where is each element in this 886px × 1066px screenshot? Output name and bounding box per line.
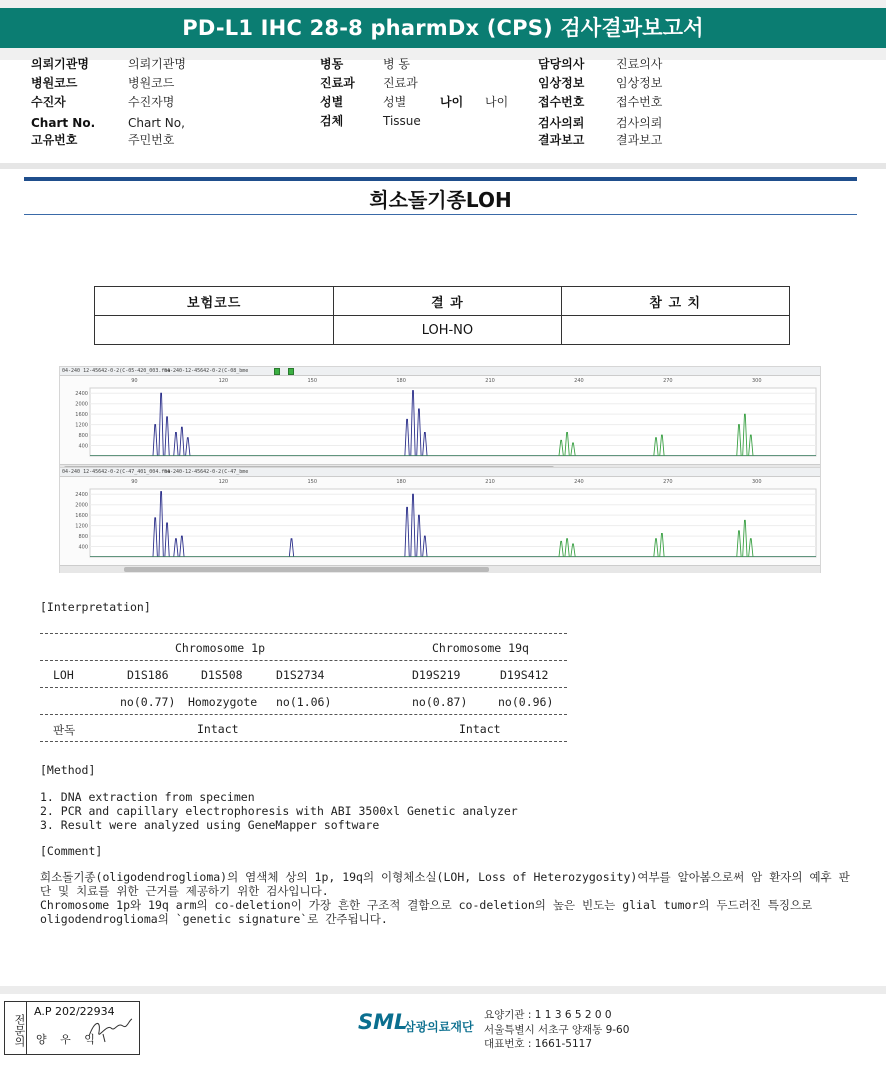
y-tick-label: 1600 (75, 412, 88, 419)
x-tick-label: 120 (218, 479, 229, 485)
y-tick-label: 400 (78, 544, 88, 551)
value-request: 검사의뢰 (616, 116, 663, 130)
value-hospital-code: 병원코드 (128, 76, 175, 90)
label-request: 검사의뢰 (538, 116, 585, 130)
verdict-1p: Intact (197, 722, 239, 736)
footer-address-line: 서울특별시 서초구 양재동 9-60 (484, 1023, 630, 1036)
value-d1s508: Homozygote (188, 695, 258, 709)
marker-d19s412: D19S412 (500, 668, 549, 682)
x-tick-label: 270 (663, 378, 673, 384)
electropherogram-lower (59, 467, 821, 573)
x-tick-label: 150 (307, 479, 318, 485)
value-d19s219: no(0.87) (412, 695, 468, 709)
label-clinical-info: 임상정보 (538, 76, 585, 90)
method-line: 2. PCR and capillary electrophoresis with ABI 3500xl Genetic analyzer (40, 804, 518, 818)
y-tick-label: 1600 (75, 513, 88, 520)
label-age: 나이 (440, 95, 464, 109)
y-tick-label: 2000 (75, 502, 88, 509)
value-age: 나이 (485, 95, 509, 109)
cell-insurance-code (95, 316, 334, 345)
title-rule-bottom (24, 214, 857, 215)
label-receipt-no: 접수번호 (538, 95, 585, 109)
panel-scrollbar[interactable] (60, 565, 820, 573)
panel-file-left: 04-240 12-45642-0-2(C-05-420_003.fsa (62, 368, 171, 374)
header-reference: 참 고 치 (561, 287, 790, 316)
divider (40, 741, 567, 742)
x-tick-label: 90 (131, 479, 138, 485)
x-tick-label: 210 (485, 378, 495, 384)
y-tick-label: 1200 (75, 422, 88, 429)
footer-address-line: 요양기관 : 1 1 3 6 5 2 0 0 (484, 1009, 612, 1021)
y-tick-label: 2000 (75, 401, 88, 408)
label-sex: 성별 (320, 95, 344, 109)
label-chart-no: Chart No. (31, 116, 96, 130)
label-specimen: 검체 (320, 114, 344, 128)
loh-label: LOH (53, 668, 74, 682)
logo-mark: SML (358, 1010, 408, 1034)
chromosome-19q-label: Chromosome 19q (432, 641, 529, 655)
marker-d19s219: D19S219 (412, 668, 461, 682)
y-tick-label: 800 (78, 433, 88, 440)
panel-toggle-button[interactable] (274, 368, 280, 375)
y-tick-label: 1200 (75, 523, 88, 530)
label-hospital-code: 병원코드 (31, 76, 78, 90)
label-report: 결과보고 (538, 133, 585, 147)
value-unique-no: 주민번호 (128, 133, 175, 147)
value-ward: 병 동 (383, 57, 410, 71)
value-patient: 수진자명 (128, 95, 175, 109)
scrollbar-thumb[interactable] (124, 567, 489, 572)
title-rule-top (24, 177, 857, 181)
patient-info (0, 0, 886, 160)
panel-header (60, 468, 820, 477)
value-physician: 진료의사 (616, 57, 663, 71)
footer-address (484, 1008, 629, 1052)
value-d1s186: no(0.77) (120, 695, 176, 709)
stamp-name: 양 우 익 (36, 1033, 100, 1046)
label-department: 진료과 (320, 76, 355, 90)
value-institution: 의뢰기관명 (128, 57, 186, 71)
electropherogram-plot (60, 376, 822, 466)
divider (40, 660, 567, 661)
divider (40, 714, 567, 715)
x-tick-label: 240 (574, 378, 584, 384)
y-tick-label: 2400 (75, 391, 88, 398)
electropherogram-plot (60, 477, 822, 567)
y-tick-label: 400 (78, 443, 88, 450)
divider (40, 633, 567, 634)
report-title: PD-L1 IHC 28-8 pharmDx (CPS) 검사결과보고서 (0, 8, 886, 48)
separator (0, 163, 886, 169)
value-receipt-no: 접수번호 (616, 95, 663, 109)
marker-d1s186: D1S186 (127, 668, 169, 682)
divider (40, 687, 567, 688)
value-sex: 성별 (383, 95, 407, 109)
x-tick-label: 90 (131, 378, 138, 384)
comment-heading: [Comment] (40, 844, 103, 858)
label-patient: 수진자 (31, 95, 66, 109)
y-tick-label: 800 (78, 534, 88, 541)
y-tick-label: 2400 (75, 492, 88, 499)
cell-result: LOH-NO (334, 316, 561, 345)
marker-d1s508: D1S508 (201, 668, 243, 682)
marker-d1s2734: D1S2734 (276, 668, 325, 682)
x-tick-label: 180 (396, 479, 406, 485)
comment-paragraph: Chromosome 1p와 19q arm의 co-deletion이 가장 흔한 구조적 결함으로 co-deletion의 높은 빈도는 glial tumor의 두드러진 특징으로 oligodendroglioma의 `genetic signature`로 간주됩니다. (40, 898, 813, 926)
value-clinical-info: 임상정보 (616, 76, 663, 90)
header-insurance-code: 보험코드 (95, 287, 334, 316)
cell-reference (561, 316, 790, 345)
comment-paragraph: 희소돌기종(oligodendroglioma)의 염색체 상의 1p, 19q의 이형체소실(LOH, Loss of Heterozygosity)여부를 알아봄으로써 암 환자의 예후 판단 및 치료를 위한 근거를 제공하기 위한 검사입니다. (40, 870, 850, 898)
section-title: 희소돌기종LOH (369, 188, 512, 212)
verdict-label: 판독 (53, 723, 76, 737)
chromosome-1p-label: Chromosome 1p (175, 641, 266, 655)
label-physician: 담당의사 (538, 57, 585, 71)
stamp-registration: A.P 202/22934 (34, 1005, 115, 1018)
value-specimen: Tissue (383, 114, 421, 128)
label-institution: 의뢰기관명 (31, 57, 89, 71)
x-tick-label: 150 (307, 378, 318, 384)
panel-file-right: 04-240-12-45642-0-2(C-08_bme (164, 368, 249, 374)
x-tick-label: 120 (218, 378, 229, 384)
x-tick-label: 240 (574, 479, 584, 485)
panel-file-right: 04-240-12-45642-0-2(C-47_bme (164, 469, 249, 475)
footer-separator (0, 986, 886, 994)
pathologist-stamp (4, 1001, 140, 1055)
value-chart-no: Chart No, (128, 116, 185, 130)
signature-icon (85, 1014, 135, 1044)
header-result: 결 과 (334, 287, 561, 316)
panel-file-left: 04-240 12-45642-0-2(C-47_401_004.fsa (62, 469, 171, 475)
stamp-side-label: 전문의 (5, 1002, 27, 1054)
panel-header (60, 367, 820, 376)
label-unique-no: 고유번호 (31, 133, 78, 147)
verdict-19q: Intact (459, 722, 501, 736)
value-report: 결과보고 (616, 133, 663, 147)
result-table (94, 286, 790, 345)
value-d19s412: no(0.96) (498, 695, 554, 709)
method-line: 1. DNA extraction from specimen (40, 790, 255, 804)
electropherogram-upper (59, 366, 821, 473)
label-ward: 병동 (320, 57, 344, 71)
x-tick-label: 210 (485, 479, 495, 485)
x-tick-label: 300 (751, 479, 762, 485)
method-heading: [Method] (40, 763, 96, 777)
panel-toggle-button[interactable] (288, 368, 294, 375)
value-department: 진료과 (383, 76, 418, 90)
method-line: 3. Result were analyzed using GeneMapper software (40, 818, 380, 832)
footer-address-line: 대표번호 : 1661-5117 (484, 1038, 593, 1050)
x-tick-label: 180 (396, 378, 406, 384)
x-tick-label: 300 (751, 378, 762, 384)
interpretation-heading: [Interpretation] (40, 600, 151, 614)
value-d1s2734: no(1.06) (276, 695, 332, 709)
x-tick-label: 270 (663, 479, 673, 485)
logo-org-name: 삼광의료재단 (404, 1020, 474, 1034)
